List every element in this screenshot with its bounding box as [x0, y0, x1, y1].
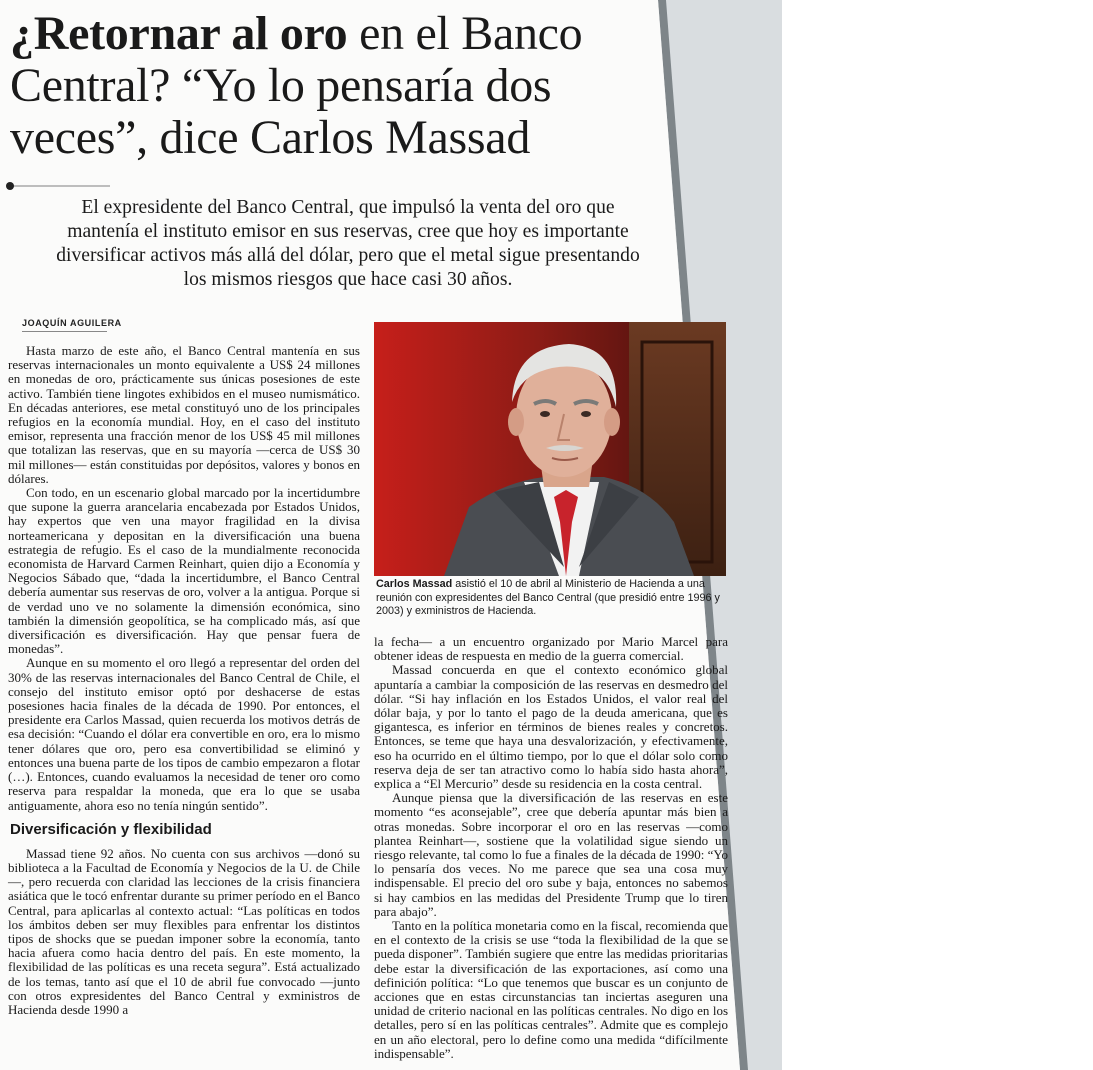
byline: JOAQUÍN AGUILERA — [22, 318, 122, 328]
headline-bold: ¿Retornar al oro — [10, 7, 348, 60]
paragraph: Aunque piensa que la diversificación de las reservas en este momento “es aconsejable”, cree que debería apuntar más bien a otras monedas. Sobre incorporar el oro en las reservas —como plantea Reinhart—, sostiene que la volatilidad sigue siendo un riesgo relevante, tal como lo fue a finales de la década de 1990: “Yo lo pensaría dos veces. No me parece que sea una cosa muy indispensable. El precio del oro sube y baja, entonces no sabemos si hay cambios en las medidas del Presidente Trump que lo tiren para abajo”. — [374, 790, 728, 919]
paragraph: Massad tiene 92 años. No cuenta con sus archivos —donó su biblioteca a la Facultad de Economía y Negocios de la U. de Chile—, pero recuerda con claridad las lecciones de la crisis financiera asiática que le tocó enfrentar durante su primer período en el Banco Central, para aplicarlas al contexto actual: “Las políticas en todos los ámbitos deben ser muy flexibles para enfrentar los distintos tipos de shocks que se puedan imponer sobre la economía, tanto hacia afuera como hacia dentro del país. En este momento, la flexibilidad de las políticas es una receta segura”. Está actualizado de los temas, tanto así que el 10 de abril fue convocado —junto con otros expresidentes del Banco Central y exministros de Hacienda desde 1990 a — [8, 845, 360, 1017]
paragraph: Con todo, en un escenario global marcado por la incertidumbre que supone la guerra arancelaria encabezada por Estados Unidos, hay expertos que ven una mayor fragilidad en la divisa norteamericana y depositan en la diversificación una buena estrategia de refugio. Es el caso de la mundialmente reconocida economista de Harvard Carmen Reinhart, quien dijo a Economía y Negocios Sábado que, “dada la incertidumbre, el Banco Central debería aumentar sus reservas de oro, volver a la antigua. Porque si de verdad uno ve no solamente la dimensión económica, sino también la dimensión geopolítica, se ha complicado más, así que diversificación es diversificación. Hay que pensar fuera de monedas”. — [8, 485, 360, 657]
lead-bullet-icon — [6, 182, 14, 190]
photo-caption — [376, 578, 726, 619]
body-column-left — [8, 344, 360, 1017]
paragraph: Massad concuerda en que el contexto económico global apuntaría a cambiar la composición de las reservas en desmedro del dólar. “Si hay inflación en los Estados Unidos, el valor real del dólar baja, y por lo tanto el pago de la deuda americana, que es gigantesca, es inferior en términos de bienes reales y concretos. Entonces, se teme que haya una desvalorización, y efectivamente, eso ha ocurrido en el último tiempo, por lo que el dólar solo como reserva deja de ser tan atractivo como lo había sido hasta ahora”, explica a “El Mercurio” desde su residencia en la costa central. — [374, 662, 728, 792]
body-column-right — [374, 635, 728, 1061]
byline-divider — [22, 331, 107, 332]
section-subhead: Diversificación y flexibilidad — [10, 820, 212, 838]
paragraph: Tanto en la política monetaria como en la fiscal, recomienda que en el contexto de la crisis se use “toda la flexibilidad de la que se pueda disponer”. También sugiere que entre las medidas prioritarias debe estar la diversificación de las exportaciones, así como una definición política: “Lo que tenemos que buscar es un conjunto de acciones que en estas circunstancias tan inciertas aseguren una unidad de criterio nacional en las políticas centrales. No digo en los detalles, pero sí en las políticas centrales”. Admite que es complejo en un año electoral, pero lo define como una medida “difícilmente indispensable”. — [374, 918, 728, 1061]
caption-name: Carlos Massad — [376, 578, 453, 590]
headline — [10, 8, 660, 164]
headline-regular: en el Banco Central? “Yo lo pensaría dos veces”, dice Carlos Massad — [10, 7, 583, 164]
portrait-illustration — [374, 322, 726, 576]
paragraph: Aunque en su momento el oro llegó a representar del orden del 30% de las reservas internacionales del Banco Central de Chile, el consejo del instituto emisor optó por deshacerse de estas posesiones hacia finales de la década de 1990. Por entonces, el presidente era Carlos Massad, quien recuerda los motivos detrás de esa decisión: “Cuando el dólar era convertible en oro, era lo mismo tener dólares que oro, pero esa convertibilidad se eliminó y entonces una buena parte de los tipos de cambio empezaron a flotar (…). Entonces, cuando evaluamos la necesidad de tener oro como reserva para respaldar la moneda, que era lo que se usaba antiguamente, ahora eso no tenía ningún sentido”. — [8, 655, 360, 813]
lead-divider — [10, 185, 110, 187]
paragraph: Hasta marzo de este año, el Banco Central mantenía en sus reservas internacionales un monto equivalente a US$ 24 millones en monedas de oro, prácticamente sus únicas posesiones de este activo. También tiene lingotes exhibidos en el museo numismático. En décadas anteriores, ese metal constituyó uno de los principales refugios en la economía mundial. Hoy, en el caso del instituto emisor, representa una fracción menor de los US$ 45 mil millones que totalizan las reservas, que en su mayoría —cerca de US$ 30 mil millones— están constituidas por depósitos, valores y bonos en dólares. — [8, 343, 360, 486]
photo-credit: FELIPE BÁEZ — [1081, 850, 1093, 874]
caption-text: asistió el 10 de abril al Ministerio de Hacienda a una reunión con expresidentes del Banco Central (que presidió entre 1996 y 2003) y exministros de Hacienda. — [376, 578, 720, 617]
paragraph: la fecha— a un encuentro organizado por Mario Marcel para obtener ideas de respuesta en medio de la guerra comercial. — [374, 634, 728, 664]
lead-paragraph: El expresidente del Banco Central, que impulsó la venta del oro que mantenía el instituto emisor en sus reservas, cree que hoy es importante diversificar activos más allá del dólar, pero que el metal sigue presentando los mismos riesgos que hace casi 30 años. — [56, 197, 640, 290]
